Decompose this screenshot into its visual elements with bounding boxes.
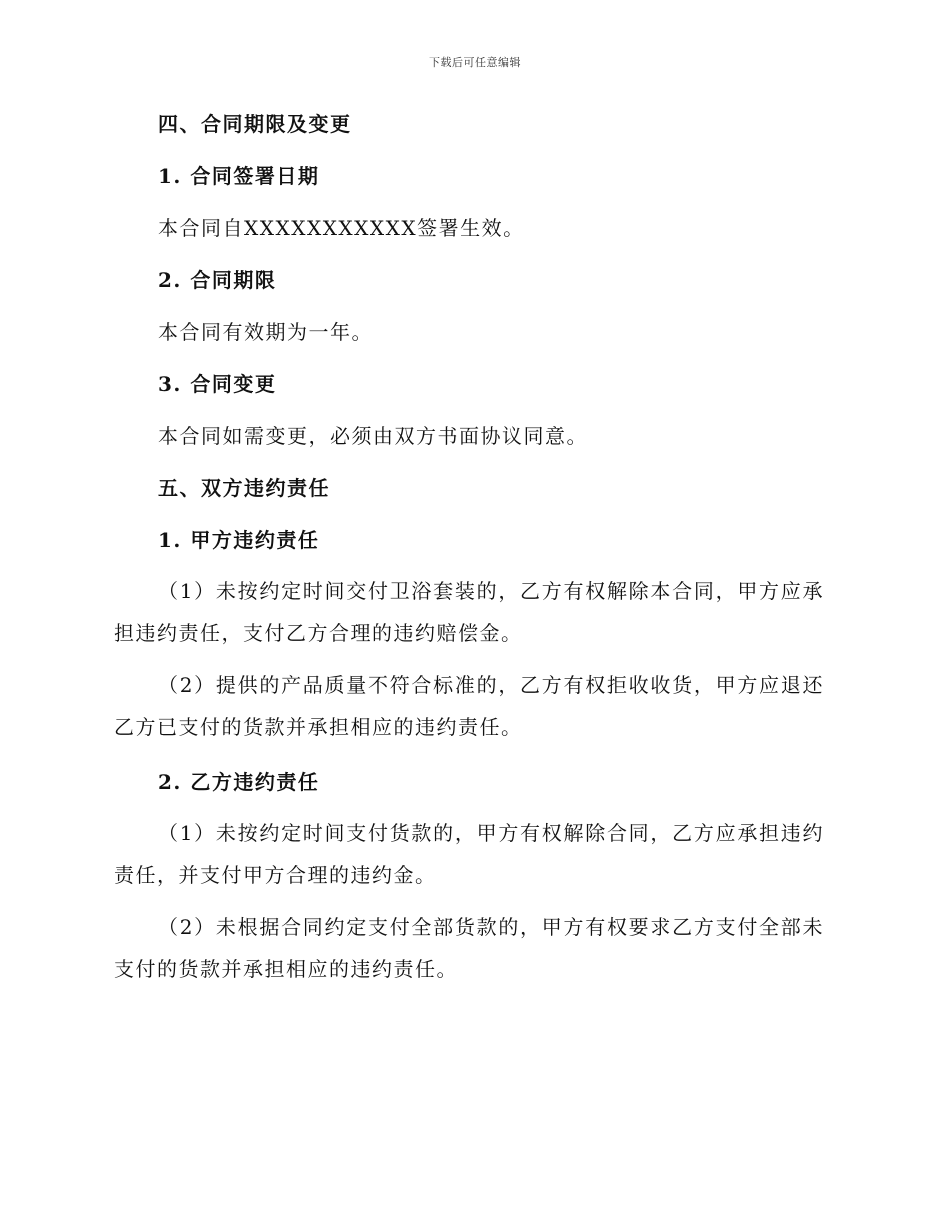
section-4-title: 四、合同期限及变更 <box>158 112 352 136</box>
party-b-clause-2: （2）未根据合同约定支付全部货款的，甲方有权要求乙方支付全部未支付的货款并承担相应的违约责任。 <box>114 915 824 981</box>
section-4-item-1-title: 1. 合同签署日期 <box>158 164 320 188</box>
page-header-note: 下载后可任意编辑 <box>429 56 521 69</box>
document-body <box>114 108 824 990</box>
section-4-item-1-text: 本合同自XXXXXXXXXXX签署生效。 <box>158 216 525 240</box>
party-a-clause-1: （1）未按约定时间交付卫浴套装的，乙方有权解除本合同，甲方应承担违约责任，支付乙方合理的违约赔偿金。 <box>114 579 824 645</box>
party-b-clause-1: （1）未按约定时间支付货款的，甲方有权解除合同，乙方应承担违约责任，并支付甲方合理的违约金。 <box>114 821 824 887</box>
section-4-item-2-text: 本合同有效期为一年。 <box>158 320 373 344</box>
section-5-title: 五、双方违约责任 <box>158 476 330 500</box>
section-4-item-3-title: 3. 合同变更 <box>158 372 277 396</box>
section-5-party-a-title: 1. 甲方违约责任 <box>158 528 320 552</box>
party-a-clause-2: （2）提供的产品质量不符合标准的，乙方有权拒收收货，甲方应退还乙方已支付的货款并承担相应的违约责任。 <box>114 673 824 739</box>
section-5-party-b-title: 2. 乙方违约责任 <box>158 770 320 794</box>
section-4-item-3-text: 本合同如需变更，必须由双方书面协议同意。 <box>158 424 588 448</box>
section-4-item-2-title: 2. 合同期限 <box>158 268 277 292</box>
